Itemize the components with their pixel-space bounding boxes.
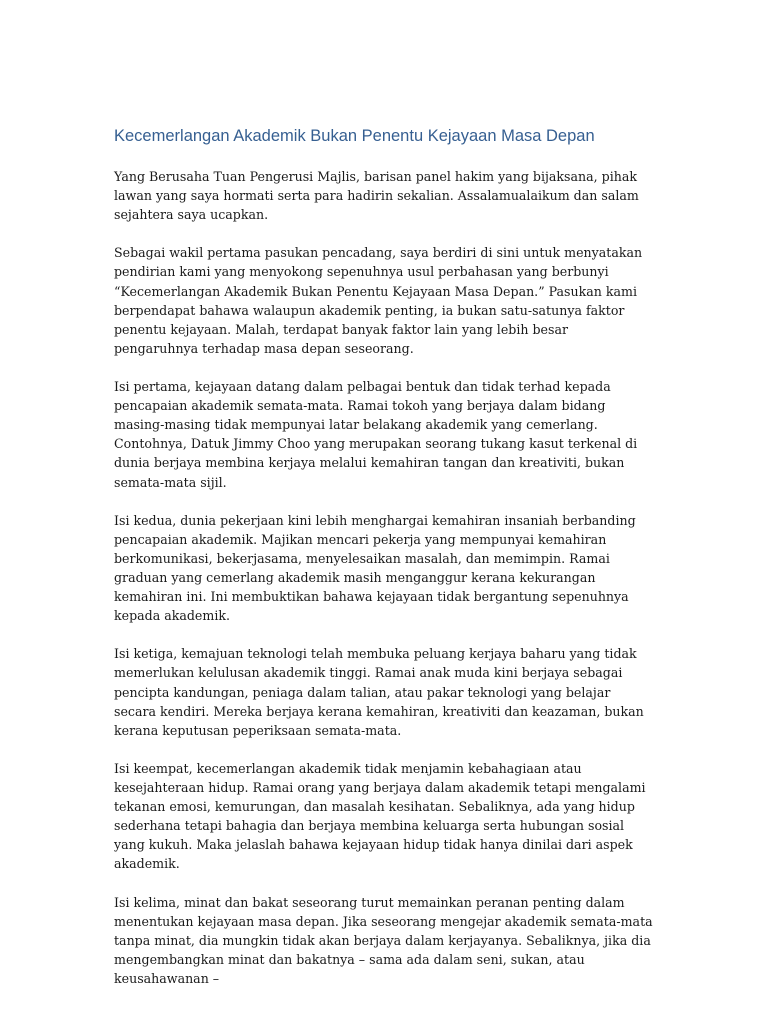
paragraph-point-3: Isi ketiga, kemajuan teknologi telah membuka peluang kerjaya baharu yang tidak memerlukan kelulusan akademik tinggi. Ramai anak muda kini berjaya sebagai pencipta kandungan, peniaga dalam talian, atau pakar teknologi yang belajar secara kendiri. Mereka berjaya kerana kemahiran, kreativiti dan keazaman, bukan kerana keputusan peperiksaan semata-mata. bbox=[114, 646, 644, 738]
paragraph-point-5: Isi kelima, minat dan bakat seseorang turut memainkan peranan penting dalam menentukan kejayaan masa depan. Jika seseorang mengejar akademik semata-mata tanpa minat, dia mungkin tidak akan berjaya dalam kerjayanya. Sebaliknya, jika dia mengembangkan minat dan bakatnya – sama ada dalam seni, sukan, atau keusahawanan – bbox=[114, 894, 653, 986]
paragraph-point-4: Isi keempat, kecemerlangan akademik tidak menjamin kebahagiaan atau kesejahteraan hidup. Ramai orang yang berjaya dalam akademik tetapi mengalami tekanan emosi, kemurungan, dan masalah kesihatan. Sebaliknya, ada yang hidup sederhana tetapi bahagia dan berjaya membina keluarga serta hubungan sosial yang kukuh. Maka jelaslah bahawa kejayaan hidup tidak hanya dinilai dari aspek akademik. bbox=[114, 760, 646, 872]
document-body bbox=[114, 125, 656, 1007]
paragraph-salutation: Yang Berusaha Tuan Pengerusi Majlis, barisan panel hakim yang bijaksana, pihak lawan yang saya hormati serta para hadirin sekalian. Assalamualaikum dan salam sejahtera saya ucapkan. bbox=[114, 169, 639, 223]
document-title: Kecemerlangan Akademik Bukan Penentu Kejayaan Masa Depan bbox=[114, 127, 595, 145]
paragraph-point-2: Isi kedua, dunia pekerjaan kini lebih menghargai kemahiran insaniah berbanding pencapaian akademik. Majikan mencari pekerja yang mempunyai kemahiran berkomunikasi, bekerjasama, menyelesaikan masalah, dan memimpin. Ramai graduan yang cemerlang akademik masih menganggur kerana kekurangan kemahiran ini. Ini membuktikan bahawa kejayaan tidak bergantung sepenuhnya kepada akademik. bbox=[114, 512, 636, 624]
paragraph-stance: Sebagai wakil pertama pasukan pencadang, saya berdiri di sini untuk menyatakan pendirian kami yang menyokong sepenuhnya usul perbahasan yang berbunyi “Kecemerlangan Akademik Bukan Penentu Kejayaan Masa Depan.” Pasukan kami berpendapat bahawa walaupun akademik penting, ia bukan satu-satunya faktor penentu kejayaan. Malah, terdapat banyak faktor lain yang lebih besar pengaruhnya terhadap masa depan seseorang. bbox=[114, 245, 643, 356]
paragraph-point-1: Isi pertama, kejayaan datang dalam pelbagai bentuk dan tidak terhad kepada pencapaian akademik semata-mata. Ramai tokoh yang berjaya dalam bidang masing-masing tidak mempunyai latar belakang akademik yang cemerlang. Contohnya, Datuk Jimmy Choo yang merupakan seorang tukang kasut terkenal di dunia berjaya membina kerjaya melalui kemahiran tangan dan kreativiti, bukan semata-mata sijil. bbox=[114, 379, 638, 490]
